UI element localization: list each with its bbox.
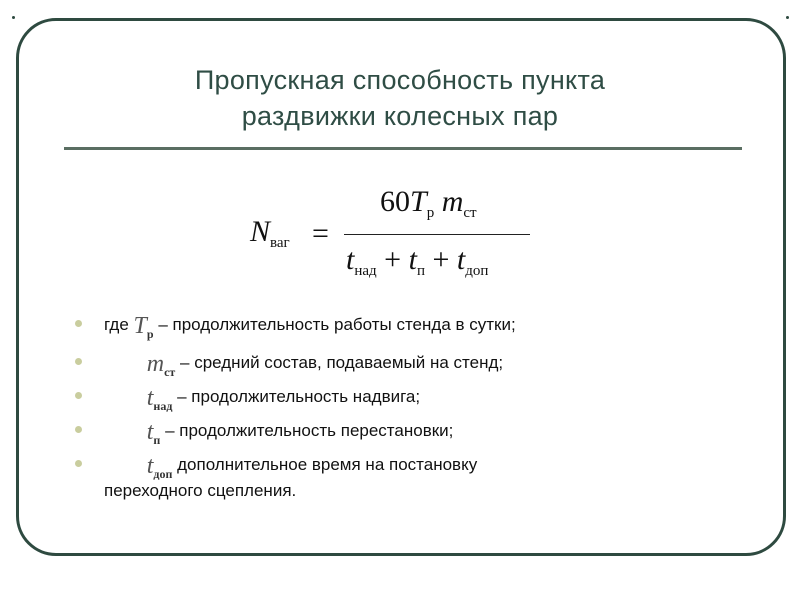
lhs-sub: ваг — [270, 235, 290, 251]
formula-numerator — [380, 185, 477, 219]
den-plus1: + — [384, 243, 402, 276]
formula-equals: = — [312, 217, 329, 250]
den-var3: t — [456, 243, 466, 276]
num-sub1: р — [426, 205, 435, 221]
bullet-lead: где — [104, 315, 129, 334]
symbol-sub: над — [153, 399, 173, 413]
symbol-sub: доп — [153, 467, 173, 481]
title-divider — [64, 147, 742, 150]
bullet-text: дополнительное время на постановку — [177, 455, 478, 474]
formula-denominator — [346, 243, 488, 277]
bullet-text: – продолжительность работы стенда в сутки; — [158, 315, 516, 334]
symbol-sub: р — [146, 327, 154, 341]
formula-lhs — [250, 215, 290, 249]
num-coef: 60 — [380, 185, 410, 218]
bullet-dot — [75, 460, 82, 467]
bullet-text: – продолжительность надвига; — [177, 387, 421, 406]
lhs-var: N — [250, 215, 271, 248]
fraction-bar — [344, 234, 530, 235]
symbol-var: t — [146, 453, 154, 479]
symbol — [147, 353, 176, 378]
bullet-text: – средний состав, подаваемый на стенд; — [180, 353, 504, 372]
symbol — [147, 455, 173, 480]
symbol-sub: п — [153, 433, 161, 447]
den-sub1: над — [354, 263, 377, 279]
den-var2: t — [408, 243, 417, 276]
bullet-dot — [75, 358, 82, 365]
num-sub2: ст — [463, 205, 477, 221]
list-item — [72, 386, 420, 412]
title-line-2: раздвижки колесных пар — [241, 101, 559, 131]
symbol — [147, 387, 173, 412]
symbol-var: T — [133, 313, 147, 339]
den-sub2: п — [416, 263, 425, 279]
bullet-dot — [75, 320, 82, 327]
bullet-text-line2: переходного сцепления. — [104, 481, 297, 500]
list-item — [72, 352, 503, 378]
corner-dot — [786, 16, 789, 19]
symbol-var: m — [146, 351, 165, 377]
bullet-text: – продолжительность перестановки; — [165, 421, 454, 440]
corner-dot — [12, 16, 15, 19]
slide-title — [70, 62, 730, 134]
num-var2: m — [441, 185, 464, 218]
list-item — [72, 420, 453, 446]
list-item — [72, 314, 516, 340]
title-line-1: Пропускная способность пункта — [194, 65, 606, 95]
list-item — [72, 454, 477, 502]
symbol — [147, 421, 161, 446]
den-plus2: + — [432, 243, 450, 276]
symbol-sub: ст — [164, 365, 176, 379]
bullet-dot — [75, 426, 82, 433]
bullet-dot — [75, 392, 82, 399]
den-var1: t — [346, 243, 355, 276]
num-var1: T — [410, 185, 427, 218]
symbol-var: t — [146, 385, 154, 411]
symbol-var: t — [146, 419, 154, 445]
den-sub3: доп — [465, 263, 489, 279]
formula — [250, 185, 550, 285]
symbol — [134, 315, 154, 340]
